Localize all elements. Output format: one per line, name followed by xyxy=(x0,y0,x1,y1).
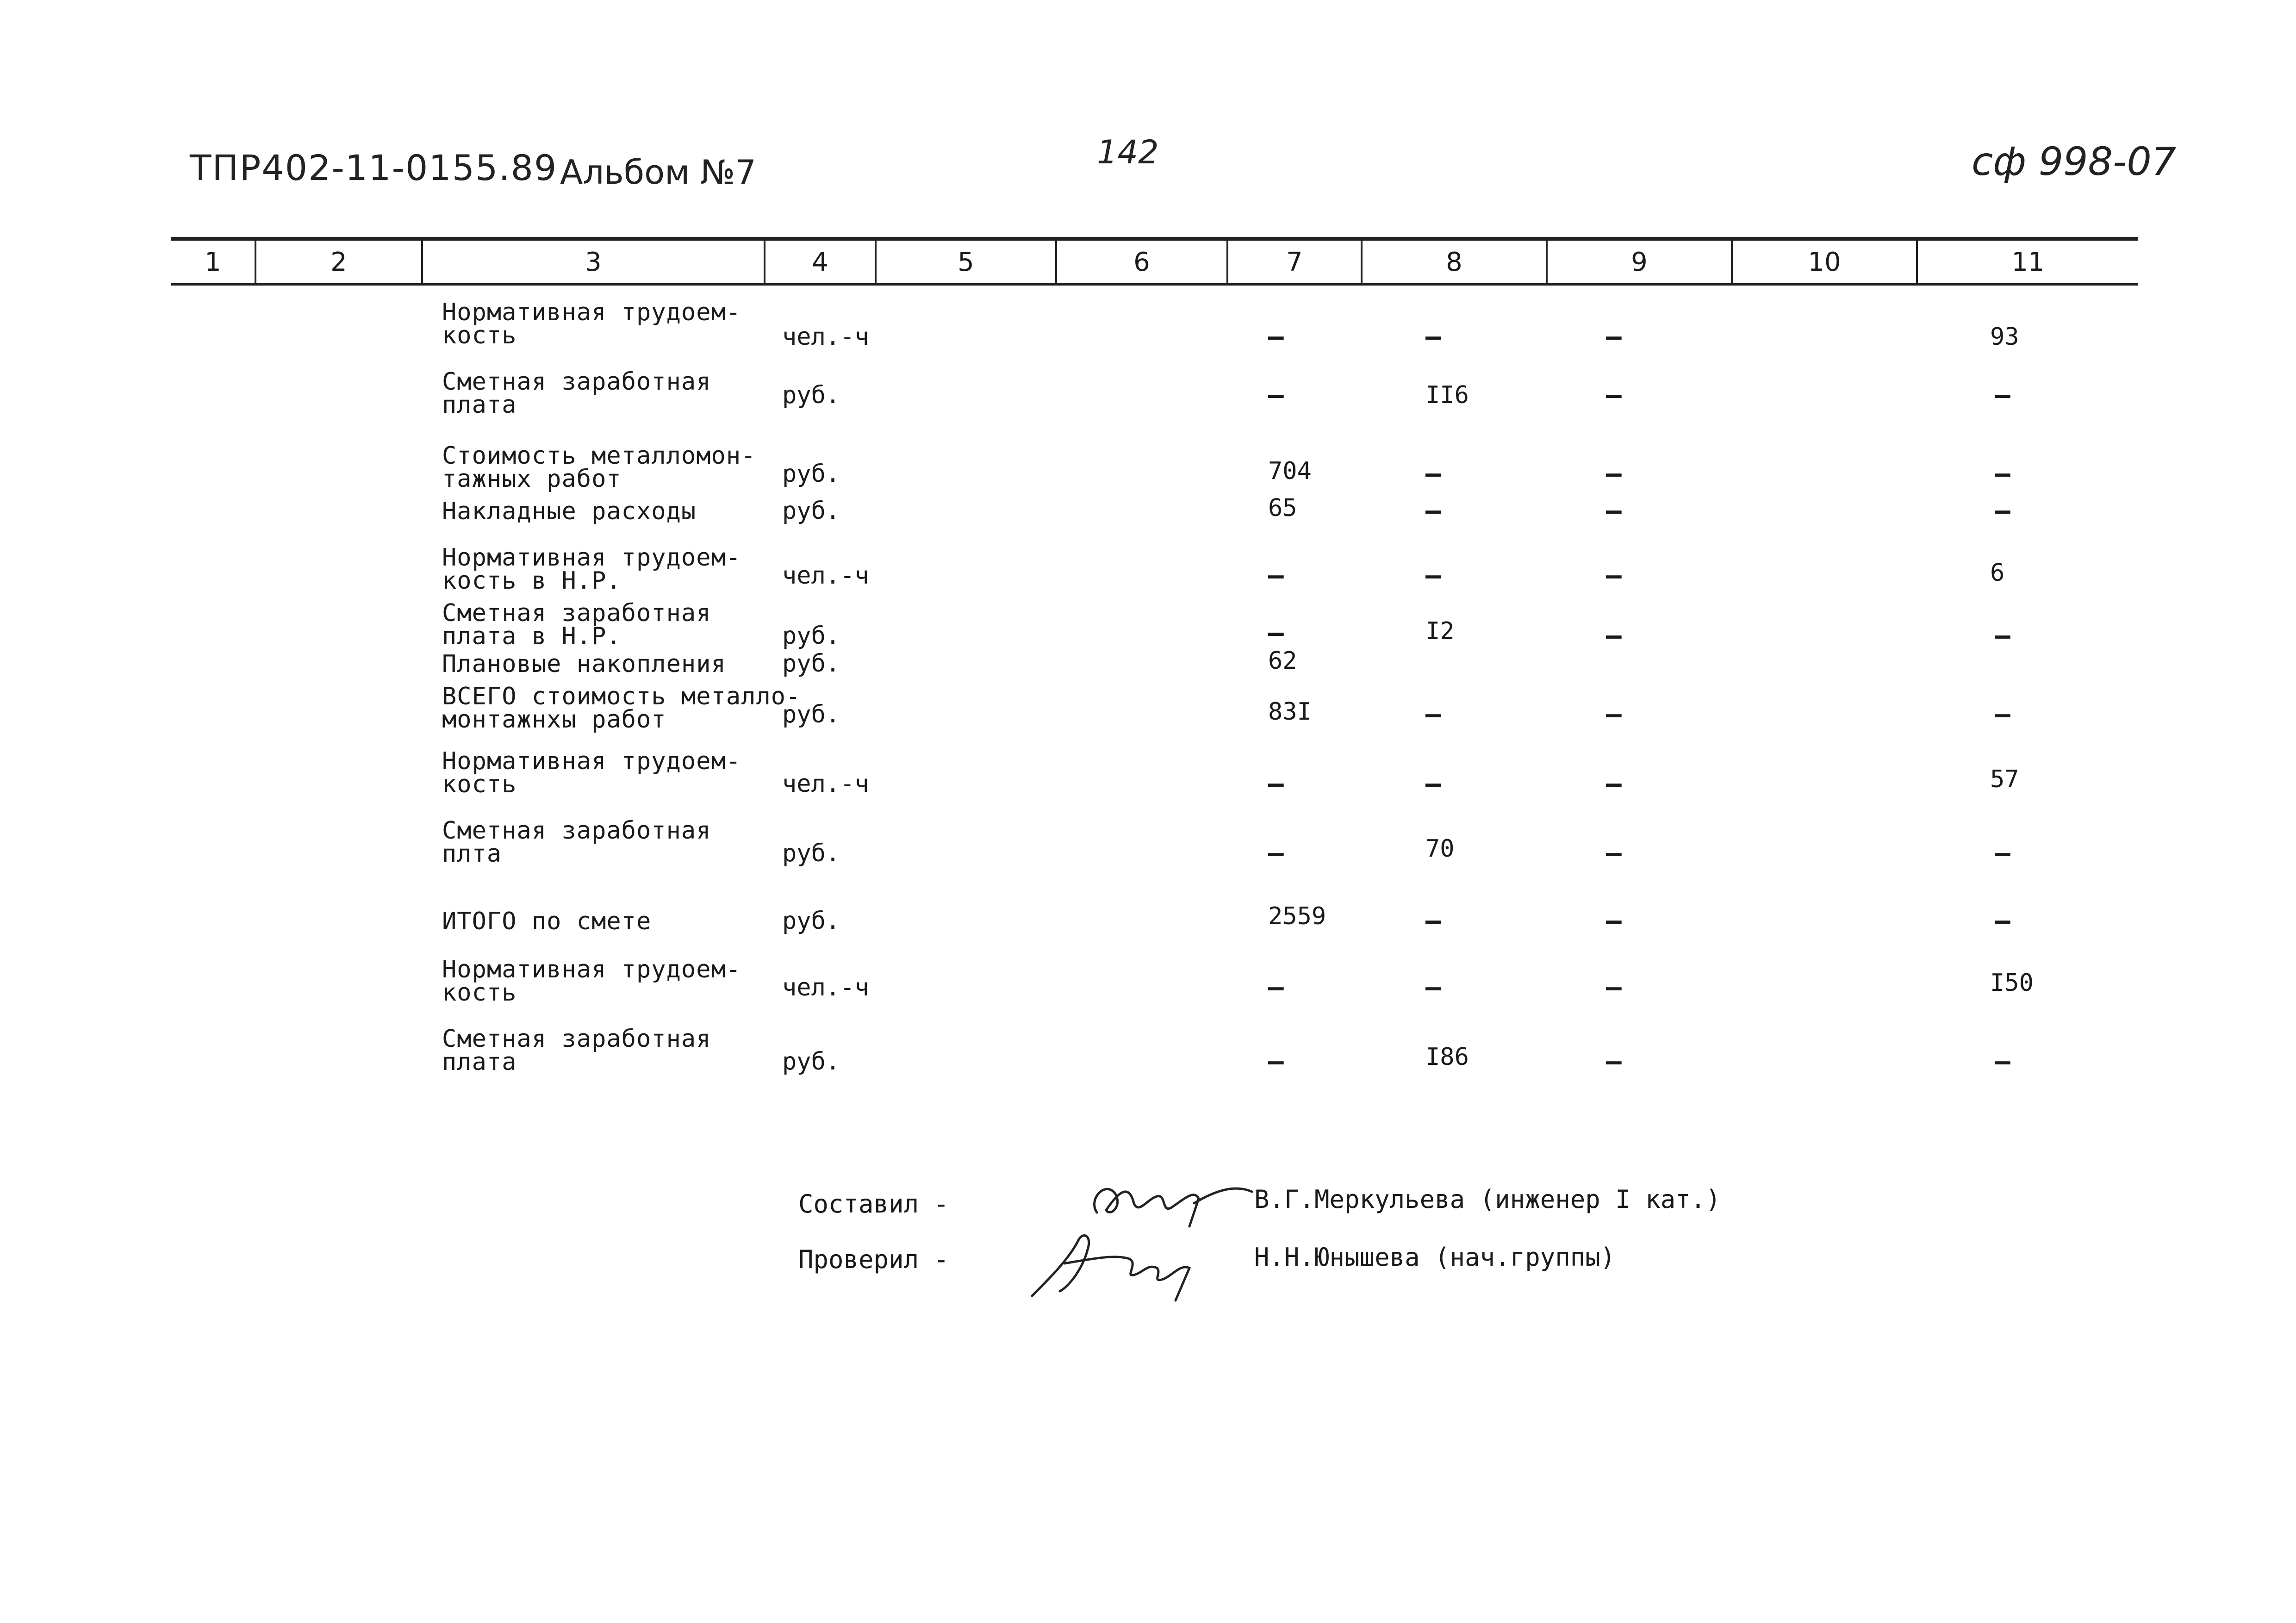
column-header-2: 2 xyxy=(330,247,347,277)
row-col11: I50 xyxy=(1990,969,2034,997)
row-col8: – xyxy=(1425,459,1441,489)
row-col7: 2559 xyxy=(1268,902,1326,930)
column-header-9: 9 xyxy=(1631,247,1648,277)
row-unit: руб. xyxy=(782,650,840,678)
row-col7: – xyxy=(1268,972,1284,1002)
row-unit: руб. xyxy=(782,701,840,728)
row-col9: – xyxy=(1606,621,1622,651)
row-col7: 62 xyxy=(1268,647,1297,675)
checked-by: Н.Н.Юнышева (нач.группы) xyxy=(1254,1243,1616,1272)
column-header-grid xyxy=(171,237,2138,286)
row-name: Стоимость металломон- тажных работ xyxy=(442,442,756,493)
column-header-10: 10 xyxy=(1808,247,1841,277)
row-unit: руб. xyxy=(782,622,840,650)
row-col9: – xyxy=(1606,906,1622,936)
row-col9: – xyxy=(1606,972,1622,1002)
row-col7: 704 xyxy=(1268,457,1312,485)
row-name: Нормативная трудоем- кость xyxy=(442,956,741,1007)
row-col7: – xyxy=(1268,769,1284,799)
row-unit: руб. xyxy=(782,497,840,525)
row-col11: 93 xyxy=(1990,323,2019,351)
page-number: 142 xyxy=(1097,133,1159,171)
row-name: Сметная заработная плата xyxy=(442,368,711,419)
row-col11: – xyxy=(1995,459,2010,489)
column-header-4: 4 xyxy=(812,247,828,277)
document-code: ТПР402-11-0155.89 xyxy=(190,147,558,188)
row-col11: – xyxy=(1995,1046,2010,1076)
row-unit: руб. xyxy=(782,460,840,488)
row-col7: – xyxy=(1268,838,1284,868)
row-col8: – xyxy=(1425,906,1441,936)
row-col9: – xyxy=(1606,1046,1622,1076)
row-col9: – xyxy=(1606,459,1622,489)
row-col7: – xyxy=(1268,380,1284,410)
compiled-label: Составил - xyxy=(798,1189,949,1219)
row-col11: 6 xyxy=(1990,559,2005,587)
column-header-6: 6 xyxy=(1133,247,1150,277)
row-col9: – xyxy=(1606,380,1622,410)
row-col8: II6 xyxy=(1425,381,1469,409)
row-name: Нормативная трудоем- кость xyxy=(442,298,741,349)
row-name: Нормативная трудоем- кость xyxy=(442,747,741,798)
row-col9: – xyxy=(1606,769,1622,799)
column-header-3: 3 xyxy=(585,247,602,277)
row-col11: – xyxy=(1995,838,2010,868)
column-header-11: 11 xyxy=(2011,247,2045,277)
row-name: Плановые накопления xyxy=(442,650,726,678)
column-header-7: 7 xyxy=(1286,247,1303,277)
row-col8: – xyxy=(1425,699,1441,729)
row-col11: – xyxy=(1995,380,2010,410)
row-unit: руб. xyxy=(782,839,840,867)
row-unit: чел.-ч xyxy=(782,562,869,590)
row-unit: руб. xyxy=(782,381,840,409)
row-name: Нормативная трудоем- кость в Н.Р. xyxy=(442,544,741,595)
row-col7: – xyxy=(1268,1046,1284,1076)
row-col9: – xyxy=(1606,496,1622,526)
row-col11: – xyxy=(1995,621,2010,651)
row-col8: – xyxy=(1425,972,1441,1002)
column-header-5: 5 xyxy=(958,247,974,277)
row-name: Сметная заработная плата xyxy=(442,1025,711,1076)
sheet-code: сф 998-07 xyxy=(1972,139,2177,184)
row-col9: – xyxy=(1606,838,1622,868)
row-col11: – xyxy=(1995,496,2010,526)
row-col8: I86 xyxy=(1425,1043,1469,1071)
column-header-8: 8 xyxy=(1446,247,1462,277)
row-name: ВСЕГО стоимость металло- монтажнхы работ xyxy=(442,683,801,734)
row-col9: – xyxy=(1606,560,1622,591)
row-col9: – xyxy=(1606,322,1622,352)
row-col11: – xyxy=(1995,906,2010,936)
row-unit: чел.-ч xyxy=(782,770,869,798)
row-name: ИТОГО по смете xyxy=(442,908,652,935)
checked-label: Проверил - xyxy=(798,1245,949,1274)
row-col9: – xyxy=(1606,699,1622,729)
row-col8: – xyxy=(1425,769,1441,799)
row-col7: 65 xyxy=(1268,494,1297,522)
row-col8: 70 xyxy=(1425,835,1455,863)
row-col8: – xyxy=(1425,496,1441,526)
row-col7: – xyxy=(1268,322,1284,352)
row-name: Сметная заработная плта xyxy=(442,817,711,868)
row-col8: – xyxy=(1425,322,1441,352)
row-col8: I2 xyxy=(1425,617,1455,645)
compiled-by: В.Г.Меркульева (инженер I кат.) xyxy=(1254,1185,1721,1214)
row-unit: руб. xyxy=(782,907,840,935)
row-unit: руб. xyxy=(782,1048,840,1076)
signature-yunysheva xyxy=(1023,1222,1217,1305)
row-name: Накладные расходы xyxy=(442,497,697,525)
row-unit: чел.-ч xyxy=(782,974,869,1001)
row-col7: 83I xyxy=(1268,698,1312,726)
row-col8: – xyxy=(1425,560,1441,591)
row-name: Сметная заработная плата в Н.Р. xyxy=(442,599,711,650)
album-number: Альбом №7 xyxy=(560,153,757,192)
row-col11: – xyxy=(1995,699,2010,729)
row-col11: 57 xyxy=(1990,765,2019,793)
column-header-1: 1 xyxy=(205,247,221,277)
row-unit: чел.-ч xyxy=(782,323,869,351)
row-col7: – xyxy=(1268,560,1284,591)
row-col7: – xyxy=(1268,618,1284,648)
